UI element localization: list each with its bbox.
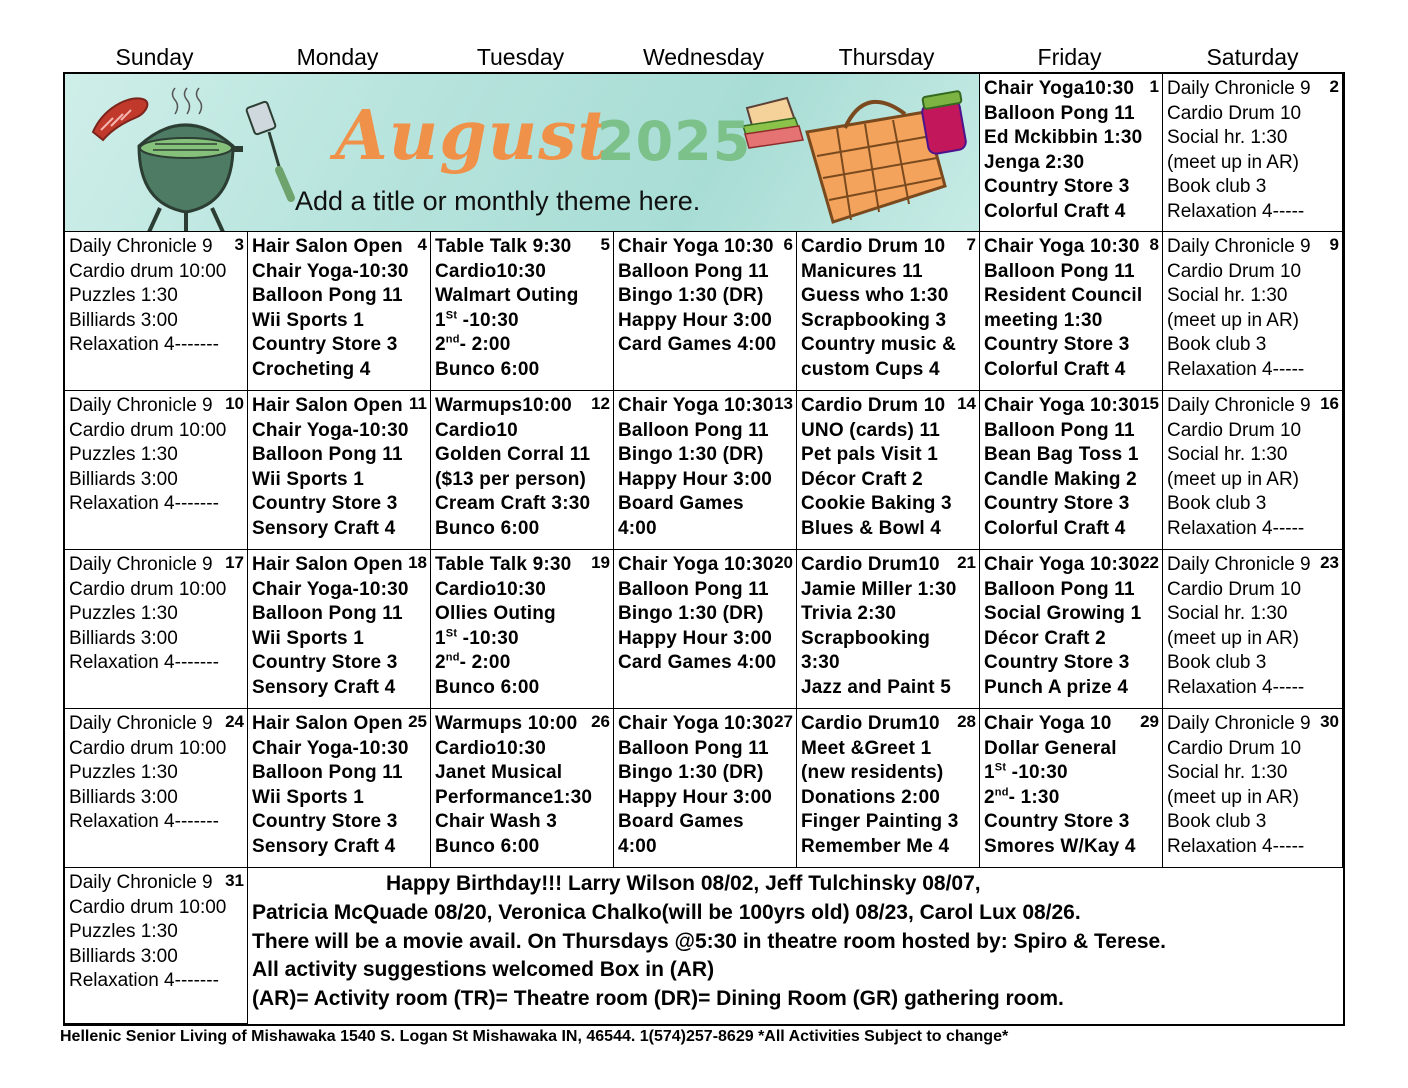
activity-item: Candle Making 2 xyxy=(984,468,1137,490)
activity-item: Jamie Miller 1:30 xyxy=(801,578,957,600)
activity-item: 2nd- 1:30 xyxy=(984,786,1060,808)
day-cell-21 xyxy=(797,550,980,709)
activity-item: Crocheting 4 xyxy=(252,358,371,380)
notes-panel xyxy=(248,868,1343,1024)
activity-item: Billiards 3:00 xyxy=(69,786,178,808)
banner-subtitle: Add a title or monthly theme here. xyxy=(295,186,701,216)
day-cell-26 xyxy=(431,709,614,868)
day-number: 29 xyxy=(1140,712,1159,731)
sandwich-icon xyxy=(743,98,803,148)
activity-item: Balloon Pong 11 xyxy=(618,260,769,282)
activity-item: Daily Chronicle 9 xyxy=(1167,554,1311,575)
activity-item: Chair Yoga10:30 xyxy=(984,78,1135,99)
day-cell-12 xyxy=(431,391,614,550)
activity-item: Sensory Craft 4 xyxy=(252,835,396,857)
activity-list xyxy=(1167,77,1340,225)
day-cell-14 xyxy=(797,391,980,550)
activity-item: Sensory Craft 4 xyxy=(252,517,396,539)
day-number: 22 xyxy=(1140,553,1159,572)
activity-item: Social hr. 1:30 xyxy=(1167,603,1288,625)
activity-item: Cardio10:30 xyxy=(435,578,546,600)
banner-month: August xyxy=(335,96,610,176)
activity-list xyxy=(801,235,977,383)
activity-list xyxy=(435,235,611,383)
activity-item: Puzzles 1:30 xyxy=(69,285,178,307)
activity-item: Relaxation 4------- xyxy=(69,652,219,674)
activity-item: Daily Chronicle 9 xyxy=(69,236,213,257)
activity-item: Colorful Craft 4 xyxy=(984,200,1126,222)
weekday-header xyxy=(63,44,1345,72)
activity-item: (meet up in AR) xyxy=(1167,786,1299,808)
weekday-tuesday: Tuesday xyxy=(476,44,565,70)
activity-item: Balloon Pong 11 xyxy=(984,260,1135,282)
activity-item: Remember Me 4 xyxy=(801,835,950,857)
day-cell-22 xyxy=(980,550,1163,709)
day-number: 21 xyxy=(957,553,976,572)
activity-list xyxy=(69,553,245,676)
info-note: There will be a movie avail. On Thursdays @5:30 in theatre room hosted by: Spiro & Terese. xyxy=(252,929,1167,953)
activity-item: Jazz and Paint 5 xyxy=(801,676,951,698)
activity-item: Wii Sports 1 xyxy=(252,786,365,808)
activity-list xyxy=(69,712,245,835)
activity-item: Book club 3 xyxy=(1167,811,1267,833)
activity-item: Relaxation 4----- xyxy=(1167,835,1305,857)
activity-list xyxy=(984,235,1160,383)
day-cell-9 xyxy=(1163,232,1343,391)
activity-item: Chair Yoga 10:30 xyxy=(984,554,1140,575)
day-number: 8 xyxy=(1149,235,1159,254)
day-number: 3 xyxy=(234,235,244,254)
activity-item: Daily Chronicle 9 xyxy=(69,713,213,734)
activity-item: Smores W/Kay 4 xyxy=(984,835,1136,857)
activity-list xyxy=(618,553,794,676)
activity-item: Bunco 6:00 xyxy=(435,835,540,857)
activity-list xyxy=(618,394,794,542)
activity-item: Trivia 2:30 xyxy=(801,603,897,625)
day-number: 1 xyxy=(1149,77,1159,96)
activity-item: Bingo 1:30 (DR) xyxy=(618,444,764,466)
activity-item: 4:00 xyxy=(618,835,657,857)
activity-item: 1St -10:30 xyxy=(984,761,1068,784)
weekday-thursday: Thursday xyxy=(838,44,935,70)
activity-item: Ollies Outing xyxy=(435,603,556,625)
activity-item: Wii Sports 1 xyxy=(252,309,365,331)
activity-item: UNO (cards) 11 xyxy=(801,419,941,441)
activity-item: Golden Corral 11 xyxy=(435,444,591,466)
calendar-grid xyxy=(63,72,1345,1026)
day-number: 17 xyxy=(225,553,244,572)
activity-item: Jenga 2:30 xyxy=(984,151,1085,173)
activity-item: Bunco 6:00 xyxy=(435,517,540,539)
activity-item: Chair Yoga 10 xyxy=(984,713,1112,734)
activity-item: Cardio Drum 10 xyxy=(1167,260,1302,282)
activity-item: Bingo 1:30 (DR) xyxy=(618,762,764,784)
activity-item: Cardio Drum 10 xyxy=(801,236,946,257)
activity-item: Daily Chronicle 9 xyxy=(1167,236,1311,257)
activity-item: Daily Chronicle 9 xyxy=(69,395,213,416)
activity-item: Relaxation 4----- xyxy=(1167,200,1305,222)
day-number: 26 xyxy=(591,712,610,731)
day-number: 28 xyxy=(957,712,976,731)
day-cell-5 xyxy=(431,232,614,391)
day-cell-8 xyxy=(980,232,1163,391)
activity-item: Puzzles 1:30 xyxy=(69,921,178,943)
activity-item: Country Store 3 xyxy=(252,811,398,833)
activity-item: Relaxation 4------- xyxy=(69,493,219,515)
day-number: 6 xyxy=(783,235,793,254)
activity-item: Dollar General xyxy=(984,737,1117,759)
activity-item: Bingo 1:30 (DR) xyxy=(618,603,764,625)
activity-item: Relaxation 4----- xyxy=(1167,358,1305,380)
activity-item: Happy Hour 3:00 xyxy=(618,786,772,808)
day-number: 20 xyxy=(774,553,793,572)
day-cell-18 xyxy=(248,550,431,709)
activity-item: (meet up in AR) xyxy=(1167,309,1299,331)
activity-item: Puzzles 1:30 xyxy=(69,603,178,625)
day-number: 24 xyxy=(225,712,244,731)
activity-item: Walmart Outing xyxy=(435,285,579,307)
activity-item: Janet Musical xyxy=(435,762,563,784)
day-cell-27 xyxy=(614,709,797,868)
activity-item: Relaxation 4------- xyxy=(69,334,219,356)
day-number: 31 xyxy=(225,871,244,890)
day-number: 4 xyxy=(417,235,427,254)
activity-item: Punch A prize 4 xyxy=(984,676,1129,698)
activity-list xyxy=(1167,553,1340,701)
activity-item: Relaxation 4----- xyxy=(1167,676,1305,698)
day-cell-28 xyxy=(797,709,980,868)
day-number: 18 xyxy=(408,553,427,572)
activity-item: Table Talk 9:30 xyxy=(435,236,572,257)
banner-year: 2025 xyxy=(597,110,752,173)
activity-item: 1St -10:30 xyxy=(435,627,519,649)
activity-item: meeting 1:30 xyxy=(984,309,1103,331)
activity-item: 3:30 xyxy=(801,652,840,674)
activity-item: Daily Chronicle 9 xyxy=(69,554,213,575)
activity-item: Card Games 4:00 xyxy=(618,652,777,674)
activity-item: Cardio10 xyxy=(435,419,518,441)
activity-list xyxy=(984,77,1160,225)
day-number: 27 xyxy=(774,712,793,731)
day-cell-25 xyxy=(248,709,431,868)
weekday-saturday: Saturday xyxy=(1206,44,1299,70)
activity-item: Happy Hour 3:00 xyxy=(618,627,772,649)
activity-item: Country Store 3 xyxy=(984,176,1130,198)
activity-list xyxy=(252,235,428,383)
activity-item: Colorful Craft 4 xyxy=(984,358,1126,380)
activity-item: Book club 3 xyxy=(1167,493,1267,515)
activity-item: Warmups 10:00 xyxy=(435,713,578,734)
weekday-wednesday: Wednesday xyxy=(642,44,765,70)
activity-item: Board Games xyxy=(618,493,744,515)
activity-item: Cardio Drum 10 xyxy=(1167,419,1302,441)
activity-item: Bunco 6:00 xyxy=(435,358,540,380)
activity-list xyxy=(801,553,977,701)
activity-item: Social hr. 1:30 xyxy=(1167,285,1288,307)
activity-item: Cardio Drum 10 xyxy=(801,395,946,416)
activity-item: (meet up in AR) xyxy=(1167,151,1299,173)
activity-item: Book club 3 xyxy=(1167,652,1267,674)
activity-item: Balloon Pong 11 xyxy=(618,578,769,600)
day-cell-15 xyxy=(980,391,1163,550)
activity-item: Cardio drum 10:00 xyxy=(69,896,227,918)
day-number: 25 xyxy=(408,712,427,731)
day-cell-13 xyxy=(614,391,797,550)
day-cell-4 xyxy=(248,232,431,391)
activity-list xyxy=(252,394,428,542)
activity-item: Chair Yoga-10:30 xyxy=(252,260,409,282)
activity-item: Daily Chronicle 9 xyxy=(1167,713,1311,734)
activity-item: Chair Yoga-10:30 xyxy=(252,737,409,759)
activity-item: custom Cups 4 xyxy=(801,358,940,380)
activity-item: Hair Salon Open xyxy=(252,395,403,416)
activity-item: Performance1:30 xyxy=(435,786,593,808)
activity-item: Cardio Drum 10 xyxy=(1167,102,1302,124)
activity-list xyxy=(801,712,977,860)
activity-item: Balloon Pong 11 xyxy=(984,419,1135,441)
day-cell-31 xyxy=(65,868,248,1024)
activity-item: Ed Mckibbin 1:30 xyxy=(984,127,1143,149)
day-cell-24 xyxy=(65,709,248,868)
activity-item: Happy Hour 3:00 xyxy=(618,468,772,490)
activity-item: Bunco 6:00 xyxy=(435,676,540,698)
day-cell-19 xyxy=(431,550,614,709)
activity-item: Social hr. 1:30 xyxy=(1167,444,1288,466)
activity-item: Daily Chronicle 9 xyxy=(1167,395,1311,416)
info-note: (AR)= Activity room (TR)= Theatre room (DR)= Dining Room (GR) gathering room. xyxy=(252,987,1064,1011)
activity-list xyxy=(435,394,611,542)
activity-item: Country Store 3 xyxy=(984,811,1130,833)
activity-list xyxy=(69,394,245,517)
activity-item: Country Store 3 xyxy=(984,493,1130,515)
activity-item: Billiards 3:00 xyxy=(69,627,178,649)
info-note: All activity suggestions welcomed Box in (AR) xyxy=(252,958,715,982)
activity-item: Blues & Bowl 4 xyxy=(801,517,942,539)
activity-item: Puzzles 1:30 xyxy=(69,762,178,784)
day-number: 16 xyxy=(1320,394,1339,413)
day-number: 11 xyxy=(409,394,427,413)
activity-item: Country Store 3 xyxy=(252,493,398,515)
activity-item: Resident Council xyxy=(984,285,1143,307)
day-number: 14 xyxy=(957,394,976,413)
activity-item: Meet &Greet 1 xyxy=(801,737,932,759)
activity-item: Relaxation 4----- xyxy=(1167,517,1305,539)
activity-item: Chair Yoga 10:30 xyxy=(618,395,774,416)
activity-list xyxy=(984,712,1160,860)
activity-item: Cardio Drum10 xyxy=(801,713,940,734)
activity-item: Balloon Pong 11 xyxy=(984,102,1135,124)
activity-list xyxy=(1167,235,1340,383)
activity-item: Puzzles 1:30 xyxy=(69,444,178,466)
activity-item: Pet pals Visit 1 xyxy=(801,444,938,466)
activity-item: Bingo 1:30 (DR) xyxy=(618,285,764,307)
activity-item: Décor Craft 2 xyxy=(801,468,923,490)
day-cell-11 xyxy=(248,391,431,550)
activity-item: 4:00 xyxy=(618,517,657,539)
activity-list xyxy=(435,712,611,860)
spatula-icon xyxy=(246,101,291,198)
activity-item: Cardio drum 10:00 xyxy=(69,419,227,441)
month-banner xyxy=(65,74,980,232)
activity-item: Cardio drum 10:00 xyxy=(69,578,227,600)
activity-list xyxy=(252,553,428,701)
activity-item: Country Store 3 xyxy=(984,652,1130,674)
day-cell-30 xyxy=(1163,709,1343,868)
activity-item: Chair Yoga 10:30 xyxy=(984,395,1140,416)
activity-list xyxy=(618,235,794,358)
activity-item: 1St -10:30 xyxy=(435,309,519,331)
footer-address: Hellenic Senior Living of Mishawaka 1540 S. Logan St Mishawaka IN, 46544. 1(574)257-8629 *All Activities Subject to change* xyxy=(60,1028,1009,1045)
activity-item: Daily Chronicle 9 xyxy=(69,872,213,893)
activity-item: Country Store 3 xyxy=(252,652,398,674)
day-cell-20 xyxy=(614,550,797,709)
activity-item: Scrapbooking xyxy=(801,627,931,649)
activity-item: Warmups10:00 xyxy=(435,395,572,416)
activity-item: Balloon Pong 11 xyxy=(252,285,403,307)
activity-item: 2nd- 2:00 xyxy=(435,652,511,674)
activity-item: Billiards 3:00 xyxy=(69,945,178,967)
grill-icon xyxy=(139,88,243,232)
day-cell-16 xyxy=(1163,391,1343,550)
activity-item: Wii Sports 1 xyxy=(252,627,365,649)
weekday-monday: Monday xyxy=(296,44,379,70)
activity-item: Chair Yoga-10:30 xyxy=(252,419,409,441)
activity-item: Hair Salon Open xyxy=(252,236,403,257)
activity-list xyxy=(984,394,1160,542)
activity-item: Balloon Pong 11 xyxy=(252,762,403,784)
day-number: 30 xyxy=(1320,712,1339,731)
day-cell-3 xyxy=(65,232,248,391)
activity-item: Board Games xyxy=(618,811,744,833)
activity-item: Cardio Drum10 xyxy=(801,554,940,575)
activity-item: 2nd- 2:00 xyxy=(435,334,511,356)
activity-item: Country Store 3 xyxy=(252,334,398,356)
day-cell-23 xyxy=(1163,550,1343,709)
activity-item: Country music & xyxy=(801,334,957,356)
activity-item: Chair Wash 3 xyxy=(435,811,558,833)
activity-item: Book club 3 xyxy=(1167,176,1267,198)
day-number: 5 xyxy=(600,235,610,254)
activity-item: Finger Painting 3 xyxy=(801,811,959,833)
day-number: 23 xyxy=(1320,553,1339,572)
activity-item: Cardio drum 10:00 xyxy=(69,260,227,282)
day-cell-10 xyxy=(65,391,248,550)
day-number: 9 xyxy=(1329,235,1339,254)
activity-item: Cream Craft 3:30 xyxy=(435,493,591,515)
activity-item: Bean Bag Toss 1 xyxy=(984,444,1139,466)
activity-item: Décor Craft 2 xyxy=(984,627,1106,649)
activity-item: Chair Yoga-10:30 xyxy=(252,578,409,600)
birthday-note: Happy Birthday!!! Larry Wilson 08/02, Jeff Tulchinsky 08/07, xyxy=(386,872,981,895)
activity-item: Social hr. 1:30 xyxy=(1167,762,1288,784)
activity-item: Chair Yoga 10:30 xyxy=(984,236,1140,257)
day-cell-1 xyxy=(980,74,1163,232)
activity-item: Card Games 4:00 xyxy=(618,334,777,356)
activity-item: Relaxation 4------- xyxy=(69,811,219,833)
day-cell-17 xyxy=(65,550,248,709)
activity-item: Balloon Pong 11 xyxy=(984,578,1135,600)
activity-list xyxy=(1167,394,1340,542)
activity-item: Wii Sports 1 xyxy=(252,468,365,490)
activity-item: Billiards 3:00 xyxy=(69,309,178,331)
activity-item: Hair Salon Open xyxy=(252,713,403,734)
day-number: 15 xyxy=(1140,394,1159,413)
activity-list xyxy=(984,553,1160,701)
day-number: 10 xyxy=(225,394,244,413)
jam-jar-icon xyxy=(921,91,967,155)
activity-item: Social hr. 1:30 xyxy=(1167,127,1288,149)
activity-item: Book club 3 xyxy=(1167,334,1267,356)
activity-item: Chair Yoga 10:30 xyxy=(618,554,774,575)
activity-item: (new residents) xyxy=(801,762,944,784)
day-number: 19 xyxy=(591,553,610,572)
activity-list xyxy=(69,235,245,358)
day-cell-29 xyxy=(980,709,1163,868)
activity-item: Guess who 1:30 xyxy=(801,285,949,307)
activity-item: Cardio Drum 10 xyxy=(1167,578,1302,600)
sausage-icon xyxy=(93,98,147,140)
day-number: 12 xyxy=(591,394,610,413)
activity-list xyxy=(1167,712,1340,860)
weekday-sunday: Sunday xyxy=(115,44,194,70)
activity-item: Colorful Craft 4 xyxy=(984,517,1126,539)
activity-list xyxy=(435,553,611,701)
day-cell-6 xyxy=(614,232,797,391)
activity-item: Billiards 3:00 xyxy=(69,468,178,490)
activity-list xyxy=(69,871,245,994)
activity-item: Happy Hour 3:00 xyxy=(618,309,772,331)
activity-item: Cardio Drum 10 xyxy=(1167,737,1302,759)
day-number: 7 xyxy=(966,235,976,254)
activity-item: Hair Salon Open xyxy=(252,554,403,575)
day-number: 13 xyxy=(774,394,793,413)
activity-item: Manicures 11 xyxy=(801,260,923,282)
activity-item: Balloon Pong 11 xyxy=(252,444,403,466)
activity-item: Relaxation 4------- xyxy=(69,970,219,992)
day-number: 2 xyxy=(1329,77,1339,96)
activity-item: Cardio10:30 xyxy=(435,737,546,759)
activity-item: Cookie Baking 3 xyxy=(801,493,952,515)
activity-item: Balloon Pong 11 xyxy=(252,603,403,625)
activity-item: Chair Yoga 10:30 xyxy=(618,713,774,734)
activity-item: Country Store 3 xyxy=(984,334,1130,356)
activity-item: (meet up in AR) xyxy=(1167,468,1299,490)
activity-item: Donations 2:00 xyxy=(801,786,940,808)
activity-list xyxy=(618,712,794,860)
activity-item: Cardio10:30 xyxy=(435,260,546,282)
weekday-friday: Friday xyxy=(1037,44,1102,70)
activity-item: Table Talk 9:30 xyxy=(435,554,572,575)
activity-item: Cardio drum 10:00 xyxy=(69,737,227,759)
activity-item: (meet up in AR) xyxy=(1167,627,1299,649)
day-cell-7 xyxy=(797,232,980,391)
activity-item: ($13 per person) xyxy=(435,468,587,490)
day-cell-2 xyxy=(1163,74,1343,232)
activity-item: Daily Chronicle 9 xyxy=(1167,78,1311,99)
activity-item: Social Growing 1 xyxy=(984,603,1142,625)
activity-item: Sensory Craft 4 xyxy=(252,676,396,698)
activity-item: Balloon Pong 11 xyxy=(618,737,769,759)
activity-item: Scrapbooking 3 xyxy=(801,309,947,331)
activity-list xyxy=(801,394,977,542)
activity-list xyxy=(252,712,428,860)
activity-item: Chair Yoga 10:30 xyxy=(618,236,774,257)
activity-item: Balloon Pong 11 xyxy=(618,419,769,441)
info-note: Patricia McQuade 08/20, Veronica Chalko(will be 100yrs old) 08/23, Carol Lux 08/26. xyxy=(252,900,1081,924)
